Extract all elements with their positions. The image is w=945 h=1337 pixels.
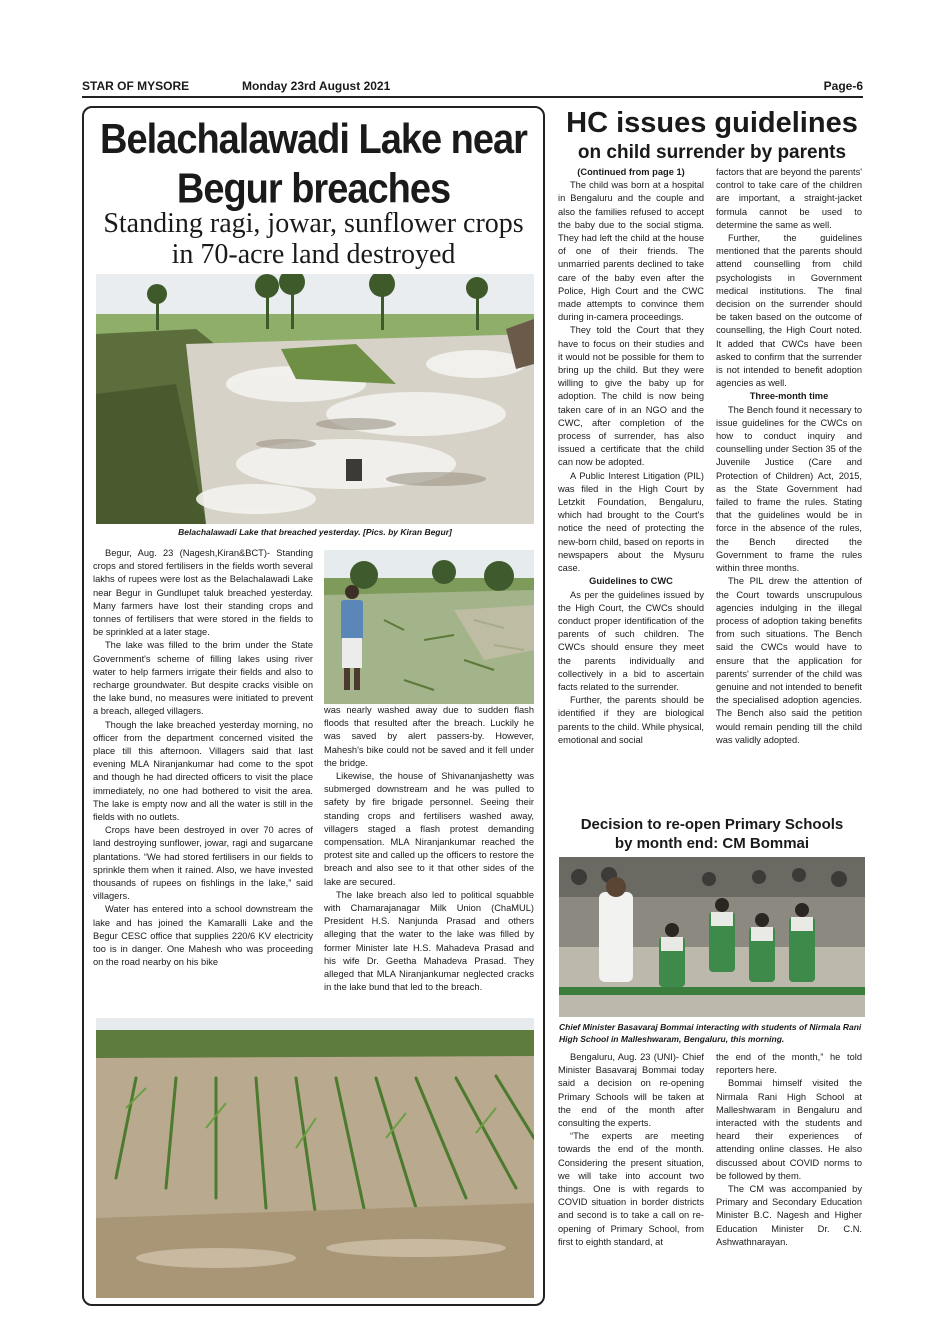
- subhead-guidelines: Guidelines to CWC: [589, 576, 673, 587]
- school-headline-line1: Decision to re-open Primary Schools: [580, 816, 844, 833]
- school-col2-para: The CM was accompanied by Primary and Secondary Education Minister B.C. Nagesh and Higher Education Minister Dr. C.N. Ashwathnarayan.: [716, 1184, 862, 1247]
- hc-column-1: [558, 166, 704, 811]
- lake-breach-photo: [96, 274, 534, 524]
- issue-date: Monday 23rd August 2021: [242, 79, 391, 93]
- lake-headline-line1: Belachalawadi Lake near: [100, 116, 527, 163]
- lake-col1-para: Begur, Aug. 23 (Nagesh,Kiran&BCT)- Standing crops and stored fertilisers in the fields worth several lakhs of rupees were lost as the Belachalawadi Lake near Begur in Gundlupet taluk breached yesterday. Many farmers have lost their standing crops and tonnes of fertilisers that were stored in the fields to be sprinkled at a later stage.: [93, 548, 313, 638]
- hc-column-2: [716, 166, 862, 811]
- lake-deck-line1: Standing ragi, jowar, sunflower crops: [103, 208, 524, 239]
- paper-name: STAR OF MYSORE: [82, 79, 190, 93]
- lake-headline: [84, 116, 543, 215]
- school-col2-para: Bommai himself visited the Nirmala Rani High School at Malleshwaram in Bengaluru and interacted with the students and heard their experiences of attending online classes. He also discussed about COVID norms to be followed by them.: [716, 1078, 862, 1181]
- farmer-photo: [324, 550, 534, 704]
- hc-deck: on child surrender by parents: [577, 142, 847, 163]
- subhead-three-month: Three-month time: [749, 391, 829, 402]
- masthead: [82, 76, 863, 98]
- lake-deck-line2: in 70-acre land destroyed: [171, 239, 456, 270]
- cm-students-photo: [559, 857, 865, 1017]
- lake-deck: [84, 208, 543, 270]
- lake-photo-caption: Belachalawadi Lake that breached yesterday. [Pics. by Kiran Begur]: [178, 527, 452, 537]
- hc-col1-para: A Public Interest Litigation (PIL) was filed in the High Court by Letzkit Foundation, Bengaluru, which had brought to the Court's notice the need of protecting the new-born child, based on reports in newspapers about the Mysuru case.: [558, 470, 704, 574]
- school-headline: [557, 815, 867, 853]
- continued-note: (Continued from page 1): [577, 167, 685, 177]
- lake-col1-para: Crops have been destroyed in over 70 acres of land destroying sunflower, jowar, ragi and sugarcane plantations. “We had stored fertilisers in our fields to sprinkle them when it rained. Also, we have invested thousands of rupees on fishlings in the lake,” said villagers.: [93, 825, 313, 902]
- lake-col2-para: Likewise, the house of Shivananjashetty was submerged downstream and he was pulled to safety by fire brigade personnel. Seeing their standing crops and fertilisers washed away, villagers staged a flash protest demanding compensation. MLA Niranjankumar reached the protest site and called up the officers to restore the breach and also see to it that other sides of the lake are secured.: [324, 771, 534, 887]
- hc-col2-para: The PIL drew the attention of the Court towards unscrupulous agencies indulging in the illegal process of adoption taking benefits from such situations. The Bench said the CWCs would have to ensure that the application for parents' surrender of the child was genuine and not intended to benefit the specialised adoption agencies. The Bench also said the petition would remain pending till the child was validly adopted.: [716, 576, 862, 745]
- hc-col1-para: As per the guidelines issued by the High Court, the CWCs should conduct proper identification of the parents of such children. The CWCs should ensure they meet the parents individually and collectively in a bid to ascertain facts related to the surrender.: [558, 589, 704, 692]
- lake-story-box: [82, 106, 545, 1306]
- lake-col2-para: was nearly washed away due to sudden flash floods that resulted after the breach. Luckily he was saved by alert passers-by. However, Mahesh's bike could not be saved and it fell under the bridge.: [324, 705, 534, 768]
- school-col2-para: the end of the month,” he told reporters here.: [716, 1052, 862, 1076]
- school-col1-para: Bengaluru, Aug. 23 (UNI)- Chief Minister Basavaraj Bommai today said a decision on re-opening Primary Schools will be taken at the end of the month after consulting the experts.: [558, 1052, 704, 1129]
- hc-col1-para: Further, the parents should be identified if they are biological parents to the child. While physical, emotional and social: [558, 695, 704, 745]
- lake-headline-line2: Begur breaches: [176, 166, 451, 213]
- school-column-1: [558, 1051, 704, 1266]
- lake-col1-para: Though the lake breached yesterday morning, no officer from the department concerned visited the place till this afternoon. Villagers said that last evening MLA Niranjankumar had come to the spot and though he had directed officers to visit the place immediately, no one had bothered to visit the area. The lake is empty now and all the water is still in the fields with no outlets.: [93, 719, 313, 823]
- school-photo-caption: Chief Minister Basavaraj Bommai interacting with students of Nirmala Rani High School in Malleshwaram, Bengaluru, this morning.: [559, 1022, 862, 1044]
- hc-col1-para: The child was born at a hospital in Bengaluru and the couple and also the families refused to accept the baby due to the social stigma. They had left the child at the house of one of their friends. The unmarried parents declined to take care of the baby even after the Police, High Court and the CWC made attempts to convince them during in-camera proceedings.: [558, 180, 704, 323]
- hc-col2-para: Further, the guidelines mentioned that the parents should attend counselling from child psychologists in Government medical institutions. The final decision on the surrender should be taken based on the outcome of counselling, the High Court noted. It added that CWCs have been asked to confirm that the surrender is not intended to benefit adoption agencies as well.: [716, 233, 862, 389]
- hc-col2-para: factors that are beyond the parents' control to take care of the children are important, a straight-jacket formula cannot be used to determine the same as well.: [716, 167, 862, 230]
- hc-col2-para: The Bench found it necessary to issue guidelines for the CWCs on how to conduct inquiry and counselling under Section 35 of the Juvenile Justice (Care and Protection of Children) Act, 2015, as the State Government had failed to frame the rules. Stating that the guidelines would be in force in the absence of the rules, the Bench directed the Government to frame the rules within three months.: [716, 404, 862, 574]
- hc-col1-para: They told the Court that they have to focus on their studies and it would not be possible for them to bring up the child. But they were willing to give the baby up for adoption. The child is now being taken care of in an NGO and the CWC, after completion of the process of surrender, has also issued a certificate that the child can now be adopted.: [558, 325, 704, 468]
- school-headline-line2: by month end: CM Bommai: [614, 835, 810, 852]
- hc-headline: HC issues guidelines: [566, 107, 858, 139]
- lake-col2-para: The lake breach also led to political squabble with Chamarajanagar Milk Union (ChaMUL) President H.S. Nanjunda Prasad and others alleging that the water to the lake was filled by former Minister late H.S. Mahadeva Prasad and his wife Dr. Geetha Mahadeva Prasad. They alleged that MLA Niranjankumar neglected cracks in the lake bund that led to the breach.: [324, 889, 534, 993]
- flooded-field-photo: [96, 1018, 534, 1298]
- page-number: Page-6: [823, 79, 863, 93]
- school-col1-para: “The experts are meeting towards the end of the month. Considering the present situation, we will take into account two things. One is with regards to COVID situation in border districts and second is to take a call on re-opening of Primary School, from first to eighth standard, at: [558, 1131, 704, 1247]
- lake-column-1: [93, 547, 313, 1015]
- lake-col1-para: The lake was filled to the brim under the State Government's scheme of filling lakes using river water to help farmers irrigate their fields and also to recharge groundwater. But despite cracks visible on the lake bund, no measures were initiated to prevent a breach, alleged villagers.: [93, 640, 313, 717]
- lake-column-2: [324, 704, 534, 1015]
- lake-col1-para: Water has entered into a school downstream the lake and has joined the Kamaralli Lake and the Begur CESC office that supplies 220/6 KV electricity too is in danger. One Mahesh who was proceeding on the road nearby on his bike: [93, 904, 313, 968]
- school-column-2: [716, 1051, 862, 1266]
